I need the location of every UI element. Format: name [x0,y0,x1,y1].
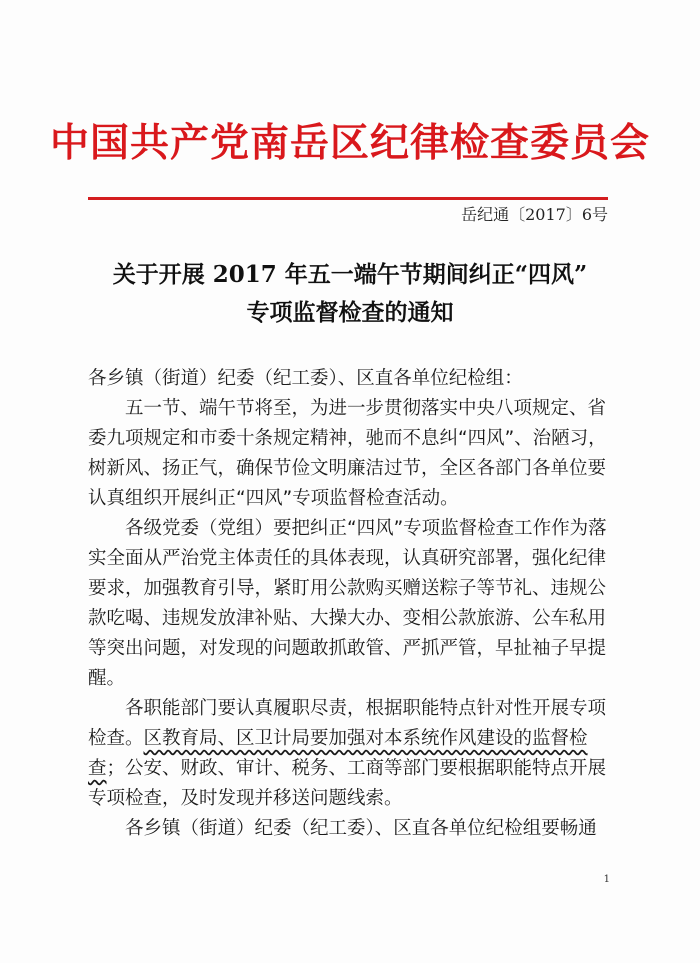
paragraph-3 [88,694,610,814]
red-header-rule [88,197,608,200]
salutation: 各乡镇（街道）纪委（纪工委）、区直各单位纪检组： [88,368,523,389]
document-title [0,256,700,332]
document-title-line-1: 关于开展 2017 年五一端午节期间纠正“四风” [112,261,588,288]
document-title-line-2: 专项监督检查的通知 [246,299,454,326]
paragraph-3-intro: 各职能部门要认真履职尽责，根据职能特点针对性开展专项检查。 [88,698,607,749]
handwritten-underline-text: 区教育局、区卫计局要加强对本系统作风建设的监督检查 [88,728,588,779]
page-number: 1 [603,874,610,885]
paragraph-2: 各级党委（党组）要把纠正“四风”专项监督检查工作作为落实全面从严治党主体责任的具体表现，认真研究部署，强化纪律要求，加强教育引导，紧盯用公款购买赠送粽子等节礼、违规公款吃喝、违规发放津补贴、大操大办、变相公款旅游、公车私用等突出问题，对发现的问题敢抓敢管、严抓严管，早扯袖子早提醒。 [88,518,607,689]
document-body [88,364,610,844]
document-number: 岳纪通〔2017〕6号 [461,205,608,224]
paragraph-4: 各乡镇（街道）纪委（纪工委）、区直各单位纪检组要畅通 [125,818,597,839]
paragraph-3-rest: ；公安、财政、审计、税务、工商等部门要根据职能特点开展专项检查，及时发现并移送问题线索。 [88,758,607,809]
issuing-organization: 中国共产党南岳区纪律检查委员会 [49,120,650,166]
paragraph-1: 五一节、端午节将至，为进一步贯彻落实中央八项规定、省委九项规定和市委十条规定精神，驰而不息纠“四风”、治陋习，树新风、扬正气，确保节俭文明廉洁过节，全区各部门各单位要认真组织开展纠正“四风”专项监督检查活动。 [88,398,607,509]
